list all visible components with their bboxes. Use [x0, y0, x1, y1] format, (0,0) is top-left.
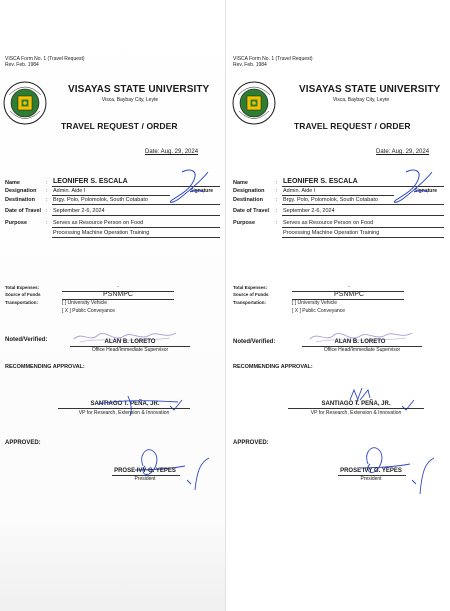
approved-name: PROSE IVY G. YEPES: [114, 468, 176, 474]
destination-label: Destination: [5, 197, 35, 203]
source-of-funds-value: PSNMPC: [334, 291, 364, 298]
designation-label: Designation: [233, 188, 265, 194]
name-value: LEONIFER S. ESCALA: [53, 178, 128, 185]
recommending-name: SANTIAGO T. PEÑA, JR.: [90, 401, 160, 407]
form-revision: Rev. Feb. 1984: [5, 62, 39, 68]
purpose-label: Purpose: [233, 220, 256, 226]
purpose-underline-1: [52, 227, 220, 228]
recommending-underline: [288, 408, 424, 409]
colon: :: [46, 188, 48, 194]
transportation-label: Transportation:: [233, 300, 267, 305]
source-of-funds-value: PSNMPC: [103, 291, 133, 298]
recommending-approval-label: RECOMMENDING APPROVAL:: [5, 364, 85, 370]
colon: :: [276, 180, 278, 186]
purpose-underline-2: [282, 237, 444, 238]
colon: :: [276, 197, 278, 203]
colon: :: [276, 208, 278, 214]
travel-request-copy-2: [225, 0, 450, 611]
colon: :: [46, 197, 48, 203]
name-label: Name: [5, 180, 20, 186]
purpose-line-1: Serves as Resource Person on Food: [53, 220, 144, 226]
date-of-travel-value: September 2-6, 2024: [283, 208, 335, 214]
transport-option-university-vehicle: [ ] University Vehicle: [292, 300, 338, 306]
name-label: Name: [233, 180, 248, 186]
colon: :: [276, 220, 278, 226]
transportation-label: Transportation:: [5, 300, 39, 305]
recommending-underline: [58, 408, 190, 409]
approved-label: APPROVED:: [5, 440, 41, 446]
recommending-position: VP for Research, Extension & Innovation: [78, 410, 170, 416]
request-date: Date: Aug. 29, 2024: [376, 149, 430, 155]
university-address: Visca, Baybay City, Leyte: [332, 97, 390, 103]
purpose-line-2: Processing Machine Operation Training: [283, 230, 380, 236]
designation-label: Designation: [5, 188, 37, 194]
designation-underline: [52, 195, 170, 196]
purpose-underline-1: [282, 227, 444, 228]
noted-name: ALAN B. LORETO: [334, 339, 386, 345]
scan-shadow: [0, 520, 225, 611]
designation-underline: [282, 195, 394, 196]
signature-label: Signature: [190, 188, 214, 194]
transport-option-public-conveyance: [ X ] Public Conveyance: [62, 308, 116, 314]
approved-position: President: [360, 476, 382, 482]
total-expenses-value: -: [117, 284, 119, 290]
colon: :: [46, 220, 48, 226]
form-title: TRAVEL REQUEST / ORDER: [61, 121, 178, 131]
purpose-line-1: Serves as Resource Person on Food: [283, 220, 374, 226]
form-number: VISCA Form No. 1 (Travel Request): [5, 56, 85, 62]
transport-option-university-vehicle: [ ] University Vehicle: [62, 300, 108, 306]
designation-value: Admin. Aide I: [53, 188, 86, 194]
recommending-position: VP for Research, Extension & Innovation: [310, 410, 402, 416]
date-of-travel-underline: [282, 215, 444, 216]
total-expenses-label: Total Expenses:: [233, 285, 268, 290]
total-expenses-value: -: [348, 284, 350, 290]
colon: :: [46, 180, 48, 186]
noted-position: Office Head/Immediate Supervisor: [91, 347, 169, 353]
approved-label: APPROVED:: [233, 440, 269, 446]
form-revision: Rev. Feb. 1984: [233, 62, 267, 68]
date-of-travel-label: Date of Travel: [233, 208, 270, 214]
designation-value: Admin. Aide I: [283, 188, 316, 194]
name-value: LEONIFER S. ESCALA: [283, 178, 358, 185]
purpose-line-2: Processing Machine Operation Training: [53, 230, 150, 236]
noted-verified-label: Noted/Verified:: [5, 337, 48, 343]
destination-value: Brgy. Polo, Polomolok, South Cotabato: [53, 197, 148, 203]
university-seal-icon: [232, 81, 276, 125]
destination-label: Destination: [233, 197, 263, 203]
colon: :: [46, 208, 48, 214]
colon: :: [276, 188, 278, 194]
university-address: Visca, Baybay City, Leyte: [101, 97, 159, 103]
form-number: VISCA Form No. 1 (Travel Request): [233, 56, 313, 62]
transport-option-public-conveyance: [ X ] Public Conveyance: [292, 308, 346, 314]
requester-signature: [160, 166, 220, 206]
date-of-travel-value: September 2-6, 2024: [53, 208, 105, 214]
noted-verified-label: Noted/Verified:: [233, 339, 276, 345]
form-title: TRAVEL REQUEST / ORDER: [294, 121, 411, 131]
noted-position: Office Head/Immediate Supervisor: [323, 347, 401, 353]
purpose-underline-2: [52, 237, 220, 238]
destination-value: Brgy. Polo, Polomolok, South Cotabato: [283, 197, 378, 203]
requester-signature: [384, 166, 444, 206]
noted-name: ALAN B. LORETO: [104, 339, 156, 345]
approved-name: PROSE IVY G. YEPES: [340, 468, 402, 474]
source-of-funds-label: Source of Funds: [233, 292, 269, 297]
signature-label: Signature: [414, 188, 438, 194]
approved-position: President: [134, 476, 156, 482]
recommending-name: SANTIAGO T. PEÑA, JR.: [321, 401, 391, 407]
request-date: Date: Aug. 29, 2024: [145, 149, 199, 155]
date-of-travel-label: Date of Travel: [5, 208, 42, 214]
purpose-label: Purpose: [5, 220, 28, 226]
total-expenses-label: Total Expenses:: [5, 285, 40, 290]
university-name: VISAYAS STATE UNIVERSITY: [299, 84, 441, 95]
source-of-funds-label: Source of Funds: [5, 292, 41, 297]
recommending-approval-label: RECOMMENDING APPROVAL:: [233, 364, 313, 370]
date-of-travel-underline: [52, 215, 220, 216]
university-name: VISAYAS STATE UNIVERSITY: [68, 84, 210, 95]
university-seal-icon: [3, 81, 47, 125]
